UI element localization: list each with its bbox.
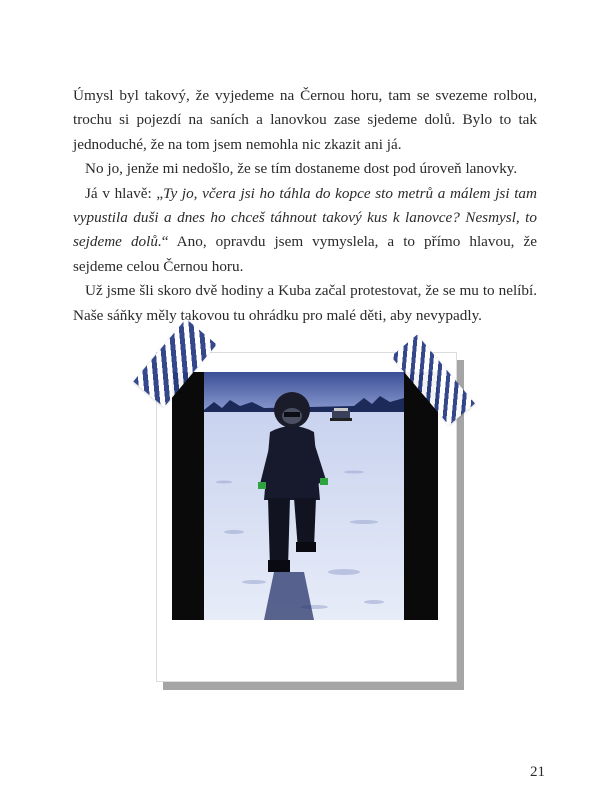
paragraph-3 [73, 182, 537, 280]
paragraph-3-italic-thought: Ty jo, včera jsi ho táhla do kopce sto metrů a málem jsi tam vypustila duši a dnes ho chceš táhnout takový kus k lanovce? Nesmysl, to sejdeme dolů. [73, 184, 537, 251]
paragraph-3-rest: “ Ano, opravdu jsem vymyslela, a to přímo hlavou, že sejdeme celou Černou horu. [73, 233, 537, 275]
photo-scene [204, 372, 404, 620]
paragraph-4: Už jsme šli skoro dvě hodiny a Kuba začal protestovat, že se mu to nelíbí. Naše sáňky měly takovou tu ohrádku pro malé děti, aby nevypadly. [73, 282, 537, 324]
paragraph-2: No jo, jenže mi nedošlo, že se tím dostaneme dost pod úroveň lanovky. [85, 160, 518, 178]
body-text [73, 84, 537, 328]
paragraph-3-lead: Já v hlavě: „ [85, 184, 164, 202]
paragraph-1: Úmysl byl takový, že vyjedeme na Černou horu, tam se svezeme rolbou, trochu si pojezdí na saních a lanovkou zase sjedeme dolů. Bylo to tak jednoduché, že na tom jsem nemohla nic zkazit ani já. [73, 87, 537, 153]
photo [172, 372, 438, 620]
snow-scene-illustration [204, 372, 404, 620]
page-number: 21 [530, 764, 545, 780]
